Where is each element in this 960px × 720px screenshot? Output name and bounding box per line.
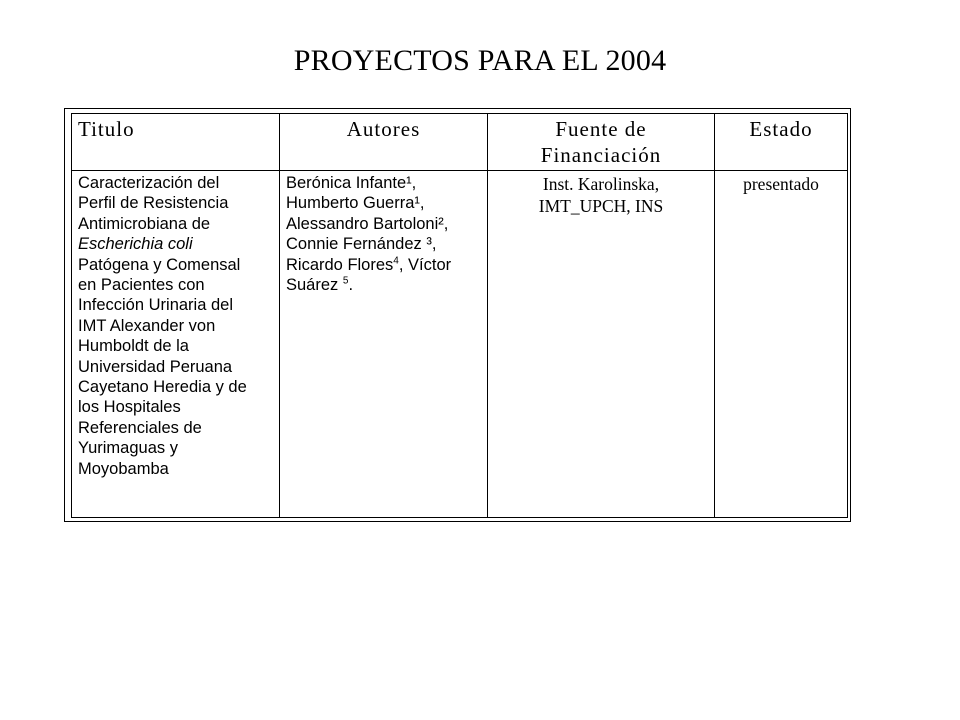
table-row [72,171,848,518]
header-fuente-line1: Fuente de [555,117,647,141]
fuente-line: Inst. Karolinska, [542,174,660,194]
autor-text: Ricardo Flores [286,255,394,274]
titulo-line: los Hospitales [78,398,181,417]
titulo-line: en Pacientes con [78,276,205,295]
cell-titulo [72,171,280,518]
fuente-line: IMT_UPCH, INS [538,196,664,216]
titulo-line: IMT Alexander von [78,316,216,335]
titulo-line: Patógena y Comensal [78,255,241,274]
projects-table [71,113,848,518]
titulo-line: Universidad Peruana [78,357,233,376]
titulo-line: Antimicrobiana de [78,214,211,233]
table-header-row [72,114,848,171]
autor-superscript: 4 [393,255,399,267]
titulo-line: Infección Urinaria del [78,296,233,315]
autor-line [286,275,481,295]
titulo-line: Moyobamba [78,459,169,478]
titulo-line: Cayetano Heredia y de [78,378,247,397]
page-title: PROYECTOS PARA EL 2004 [293,44,667,77]
autor-line: Humberto Guerra¹, [286,194,425,213]
cell-autores [280,171,488,518]
header-autores: Autores [280,114,488,171]
titulo-line: Referenciales de [78,418,202,437]
autor-line: Connie Fernández ³, [286,235,437,254]
autor-line: Alessandro Bartoloni², [286,214,449,233]
autor-line: Berónica Infante¹, [286,174,417,192]
autor-text: , Víctor [398,255,452,274]
cell-fuente [488,171,715,518]
titulo-line: Caracterización del [78,174,220,192]
cell-estado: presentado [715,171,848,518]
titulo-line: Perfil de Resistencia [78,194,229,213]
header-fuente-financiacion [488,114,715,171]
autor-superscript: 5 [342,275,349,287]
header-estado: Estado [715,114,848,171]
autor-line [286,255,481,275]
header-titulo: Titulo [72,114,280,171]
autor-text: . [348,276,354,295]
autor-text: Suárez [286,276,343,295]
titulo-line: Humboldt de la [78,337,189,356]
titulo-line: Yurimaguas y [78,439,178,458]
titulo-line-species: Escherichia coli [78,235,193,254]
header-fuente-line2: Financiación [540,143,662,167]
